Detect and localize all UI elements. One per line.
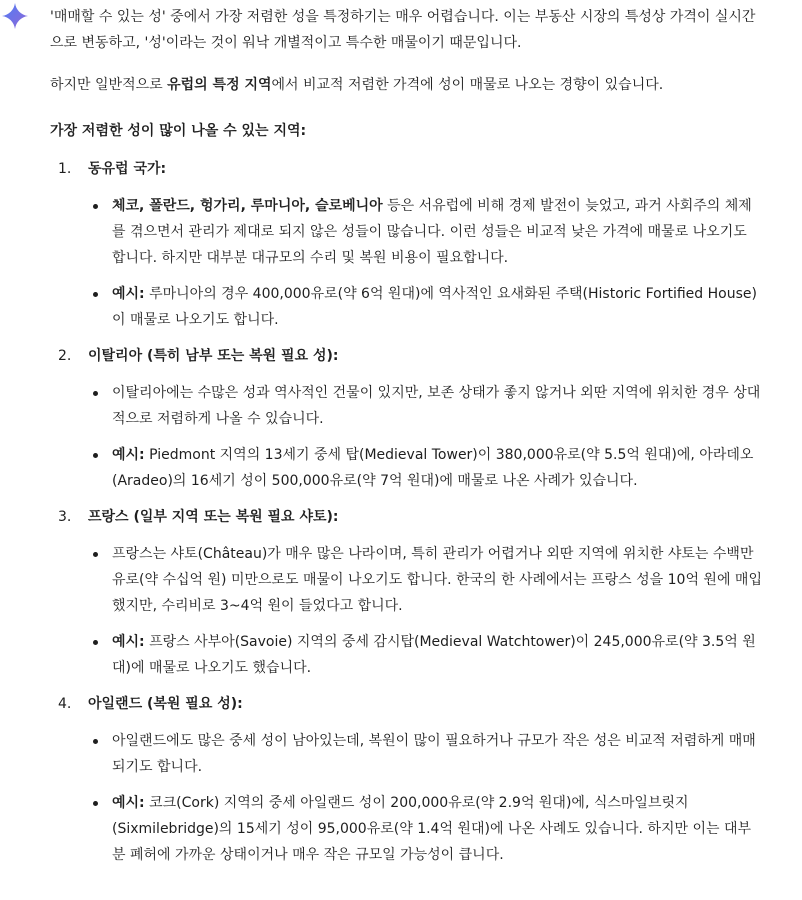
bullet-text: 아일랜드에도 많은 중세 성이 남아있는데, 복원이 많이 필요하거나 규모가 작은 성은 비교적 저렴하게 매매되기도 합니다. <box>112 733 756 775</box>
regions-list <box>50 156 762 868</box>
region-number: 2. <box>58 348 72 364</box>
example-label: 예시: <box>112 795 145 811</box>
example-text: 루마니아의 경우 400,000유로(약 6억 원대)에 역사적인 요새화된 주택(Historic Fortified House)이 매물로 나오기도 합니다. <box>112 286 757 328</box>
example-text: 프랑스 사부아(Savoie) 지역의 중세 감시탑(Medieval Watchtower)이 245,000유로(약 3.5억 원대)에 매물로 나오기도 했습니다. <box>112 634 756 676</box>
region-points <box>88 380 762 494</box>
bullet-item-example <box>88 281 762 333</box>
bullet-item <box>88 541 762 619</box>
summary-paragraph <box>50 72 762 98</box>
region-item-ireland <box>50 691 762 868</box>
bullet-text: 등은 서유럽에 비해 경제 발전이 늦었고, 과거 사회주의 체제를 겪으면서 관리가 제대로 되지 않은 성들이 많습니다. 이런 성들은 비교적 낮은 가격에 매물로 나오기도 합니다. 하지만 대부분 대규모의 수리 및 복원 비용이 필요합니다. <box>112 198 752 266</box>
example-text: 코크(Cork) 지역의 중세 아일랜드 성이 200,000유로(약 2.9억 원대)에, 식스마일브릿지(Sixmilebridge)의 15세기 성이 95,000유로(약 1.4억 원대)에 나온 사례도 있습니다. 하지만 이는 대부분 폐허에 가까운 상태이거나 매우 작은 규모일 가능성이 큽니다. <box>112 795 751 863</box>
example-label: 예시: <box>112 286 145 302</box>
bullet-item <box>88 728 762 780</box>
bullet-bold: 체코, 폴란드, 헝가리, 루마니아, 슬로베니아 <box>112 198 383 214</box>
example-label: 예시: <box>112 447 145 463</box>
response-content <box>50 4 762 878</box>
example-text: Piedmont 지역의 13세기 중세 탑(Medieval Tower)이 380,000유로(약 5.5억 원대)에, 아라데오(Aradeo)의 16세기 성이 500,000유로(약 7억 원대)에 매물로 나온 사례가 있습니다. <box>112 447 754 489</box>
region-item-italy <box>50 343 762 494</box>
bullet-item <box>88 193 762 271</box>
region-number: 3. <box>58 509 72 525</box>
sparkle-icon <box>2 3 28 29</box>
region-title: 아일랜드 (복원 필요 성): <box>88 696 243 712</box>
bullet-item-example <box>88 442 762 494</box>
bullet-item <box>88 380 762 432</box>
region-title: 이탈리아 (특히 남부 또는 복원 필요 성): <box>88 348 339 364</box>
bullet-item-example <box>88 790 762 868</box>
region-points <box>88 193 762 333</box>
summary-text-pre: 하지만 일반적으로 <box>50 77 168 93</box>
region-number: 4. <box>58 696 72 712</box>
region-title: 동유럽 국가: <box>88 161 167 177</box>
bullet-item-example <box>88 629 762 681</box>
region-item-france <box>50 504 762 681</box>
region-points <box>88 728 762 868</box>
example-label: 예시: <box>112 634 145 650</box>
bullet-text: 이탈리아에는 수많은 성과 역사적인 건물이 있지만, 보존 상태가 좋지 않거나 외딴 지역에 위치한 경우 상대적으로 저렴하게 나올 수 있습니다. <box>112 385 761 427</box>
region-item-eastern-europe <box>50 156 762 333</box>
region-title: 프랑스 (일부 지역 또는 복원 필요 샤토): <box>88 509 339 525</box>
summary-text-bold: 유럽의 특정 지역 <box>167 77 272 93</box>
region-number: 1. <box>58 161 72 177</box>
intro-paragraph: '매매할 수 있는 성' 중에서 가장 저렴한 성을 특정하기는 매우 어렵습니다. 이는 부동산 시장의 특성상 가격이 실시간으로 변동하고, '성'이라는 것이 워낙 개별적이고 특수한 매물이기 때문입니다. <box>50 9 756 51</box>
region-points <box>88 541 762 681</box>
section-heading: 가장 저렴한 성이 많이 나올 수 있는 지역: <box>50 123 307 139</box>
summary-text-post: 에서 비교적 저렴한 가격에 성이 매물로 나오는 경향이 있습니다. <box>271 77 664 93</box>
bullet-text: 프랑스는 샤토(Château)가 매우 많은 나라이며, 특히 관리가 어렵거나 외딴 지역에 위치한 샤토는 수백만 유로(약 수십억 원) 미만으로도 매물이 나오기도 합니다. 한국의 한 사례에서는 프랑스 성을 10억 원에 매입했지만, 수리비로 3~4억 원이 들었다고 합니다. <box>112 546 762 614</box>
